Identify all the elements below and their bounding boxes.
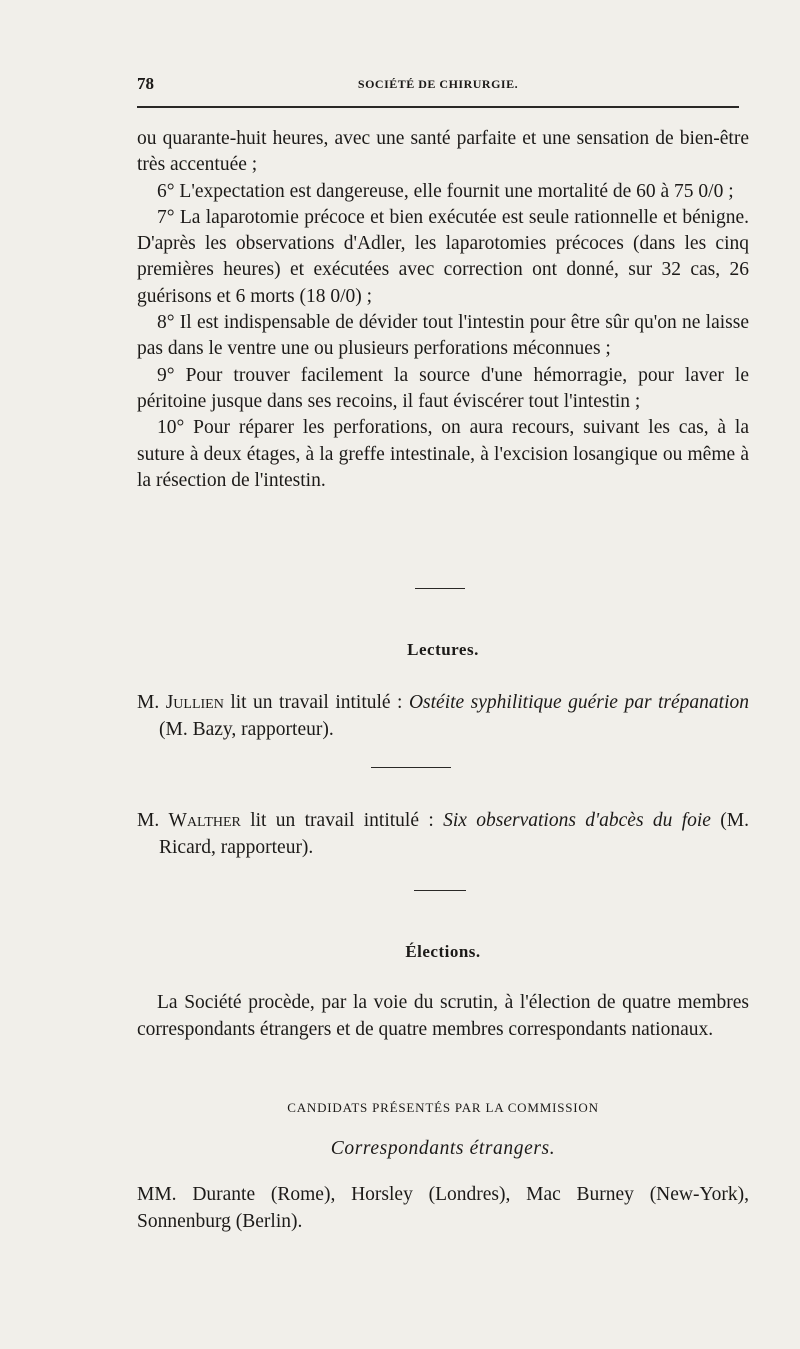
conclusions-text	[137, 126, 749, 494]
paragraph: ou quarante-huit heures, avec une santé parfaite et une sensation de bien-être très accentuée ;	[137, 128, 749, 176]
page-number: 78	[137, 74, 154, 93]
elections-intro: La Société procède, par la voie du scrutin, à l'élection de quatre membres correspondants étrangers et de quatre membres correspondants nationaux.	[137, 992, 749, 1040]
paragraph: 7° La laparotomie précoce et bien exécutée est seule rationnelle et bénigne. D'après les observations d'Adler, les laparotomies précoces (dans les cinq premières heures) et exécutées avec correction ont donné, sur 32 cas, 26 guérisons et 6 morts (18 0/0) ;	[137, 206, 749, 307]
entry-verb: lit un travail intitulé :	[230, 692, 403, 713]
elections-heading: Élections.	[405, 942, 481, 961]
entry-title: Six observations d'abcès du foie	[443, 810, 711, 831]
entry-author: Jullien	[165, 692, 224, 713]
candidates-heading: CANDIDATS PRÉSENTÉS PAR LA COMMISSION	[287, 1100, 599, 1115]
entry-verb: lit un travail intitulé :	[250, 810, 434, 831]
section-divider	[414, 890, 466, 891]
paragraph: 8° Il est indispensable de dévider tout l'intestin pour être sûr qu'on ne laisse pas dans le ventre une ou plusieurs perforations méconnues ;	[137, 312, 749, 360]
paragraph: 9° Pour trouver facilement la source d'une hémorragie, pour laver le péritoine jusque dans ses recoins, il faut éviscérer tout l'intestin ;	[137, 364, 749, 412]
entry-author: Walther	[168, 810, 241, 831]
running-head	[137, 74, 739, 98]
lectures-heading: Lectures.	[407, 640, 479, 659]
paragraph: 10° Pour réparer les perforations, on aura recours, suivant les cas, à la suture à deux étages, à la greffe intestinale, à l'excision losangique ou même à la résection de l'intestin.	[137, 417, 749, 491]
entry-prefix: M.	[137, 692, 160, 713]
entry-rapporteur: (M. Bazy, rapporteur).	[159, 718, 334, 740]
section-divider	[415, 588, 465, 589]
entry-title: Ostéite syphilitique guérie par trépanation	[408, 692, 750, 713]
entry-rapporteur: (M. Ricard, rapporteur).	[159, 810, 749, 858]
header-rule	[137, 106, 739, 108]
journal-title: SOCIÉTÉ DE CHIRURGIE.	[357, 77, 519, 91]
entry-divider	[371, 767, 451, 768]
candidate-names: MM. Durante (Rome), Horsley (Londres), Mac Burney (New-York), Sonnenburg (Berlin).	[137, 1184, 749, 1232]
paragraph: 6° L'expectation est dangereuse, elle fournit une mortalité de 60 à 75 0/0 ;	[157, 180, 734, 202]
foreign-correspondents-heading: Correspondants étrangers.	[330, 1138, 556, 1159]
lecture-entry-walther	[137, 808, 749, 861]
entry-prefix: M.	[137, 810, 160, 831]
lecture-entry-jullien	[137, 690, 749, 743]
